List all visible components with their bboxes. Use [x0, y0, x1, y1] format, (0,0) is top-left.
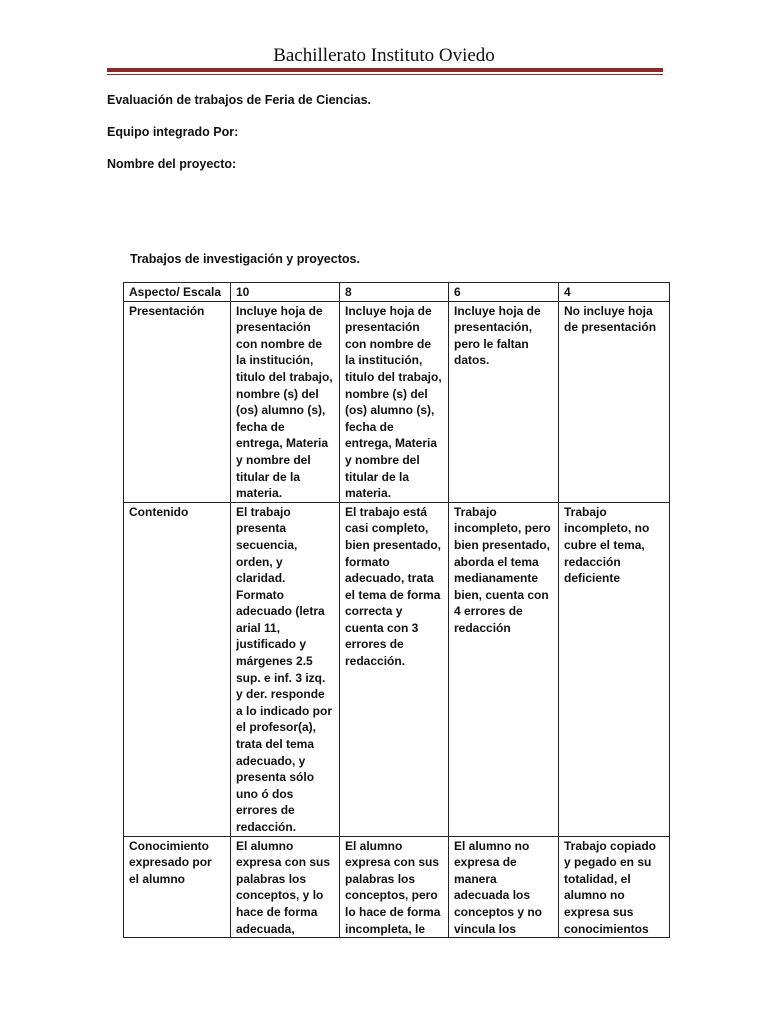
header-rule-thin — [107, 74, 663, 75]
table-cell: El alumno no expresa de manera adecuada los conceptos y no vincula los — [449, 836, 559, 938]
team-label: Equipo integrado Por: — [107, 125, 239, 139]
table-cell: Incluye hoja de presentación con nombre de la institución, titulo del trabajo, nombre (s) del (os) alumno (s), fecha de entrega, Materia y nombre del titular de la materia. — [340, 301, 449, 502]
header-score-6: 6 — [449, 283, 559, 302]
project-name-label: Nombre del proyecto: — [107, 157, 237, 171]
table-row-conocimiento — [124, 836, 670, 938]
rubric-table — [123, 282, 670, 938]
header-rule-thick — [107, 68, 663, 72]
table-cell: Trabajo copiado y pegado en su totalidad, el alumno no expresa sus conocimientos — [559, 836, 670, 938]
table-cell: El alumno expresa con sus palabras los conceptos, y lo hace de forma adecuada, — [231, 836, 340, 938]
row-aspect-label: Presentación — [124, 301, 231, 502]
header-aspect-scale: Aspecto/ Escala — [124, 283, 231, 302]
row-aspect-label: Conocimiento expresado por el alumno — [124, 836, 231, 938]
table-cell: Incluye hoja de presentación, pero le faltan datos. — [449, 301, 559, 502]
table-header-row — [124, 283, 670, 302]
table-cell: Trabajo incompleto, no cubre el tema, redacción deficiente — [559, 502, 670, 836]
evaluation-title: Evaluación de trabajos de Feria de Ciencias. — [107, 93, 371, 107]
table-cell: El trabajo presenta secuencia, orden, y claridad. Formato adecuado (letra arial 11, justificado y márgenes 2.5 sup. e inf. 3 izq. y der. responde a lo indicado por el profesor(a), trata del tema adecuado, y presenta sólo uno ó dos errores de redacción. — [231, 502, 340, 836]
table-row-presentacion — [124, 301, 670, 502]
document-header-title: Bachillerato Instituto Oviedo — [273, 45, 495, 66]
table-cell: Incluye hoja de presentación con nombre de la institución, titulo del trabajo, nombre (s) del (os) alumno (s), fecha de entrega, Materia y nombre del titular de la materia. — [231, 301, 340, 502]
table-cell: No incluye hoja de presentación — [559, 301, 670, 502]
section-title: Trabajos de investigación y proyectos. — [130, 252, 360, 266]
table-cell: Trabajo incompleto, pero bien presentado, aborda el tema medianamente bien, cuenta con 4 errores de redacción — [449, 502, 559, 836]
row-aspect-label: Contenido — [124, 502, 231, 836]
header-score-10: 10 — [231, 283, 340, 302]
header-score-4: 4 — [559, 283, 670, 302]
table-cell: El alumno expresa con sus palabras los conceptos, pero lo hace de forma incompleta, le — [340, 836, 449, 938]
table-row-contenido — [124, 502, 670, 836]
table-cell: El trabajo está casi completo, bien presentado, formato adecuado, trata el tema de forma correcta y cuenta con 3 errores de redacción. — [340, 502, 449, 836]
header-score-8: 8 — [340, 283, 449, 302]
